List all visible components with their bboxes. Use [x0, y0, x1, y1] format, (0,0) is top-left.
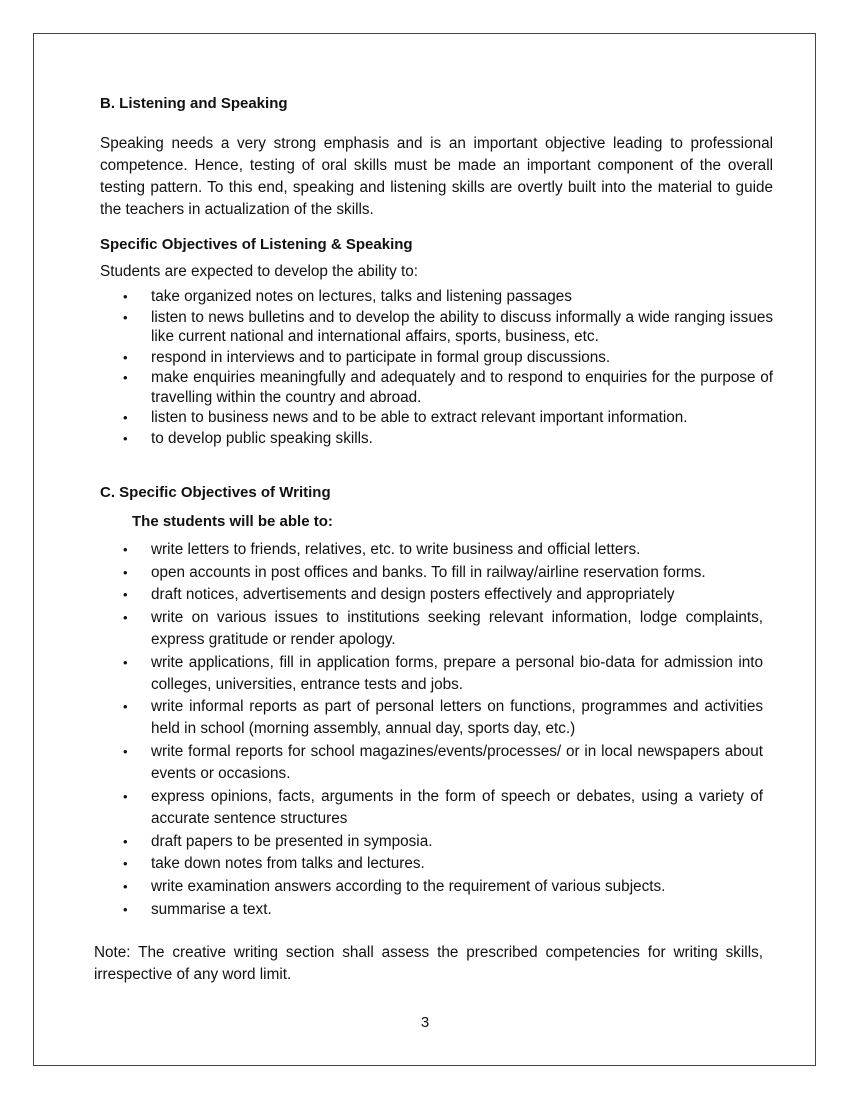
bullet-icon: • — [123, 410, 128, 425]
list-item-text: draft papers to be presented in symposia. — [151, 832, 433, 850]
list-item-text: make enquiries meaningfully and adequately and to respond to enquiries for the purpose of travelling within the country and abroad. — [151, 369, 773, 406]
list-item-text: write formal reports for school magazines/events/processes/ or in local newspapers about events or occasions. — [151, 743, 763, 783]
bullet-icon: • — [123, 587, 128, 603]
list-item — [123, 584, 763, 606]
note-text: Note: The creative writing section shall assess the prescribed competencies for writing skills, irrespective of any word limit. — [94, 944, 763, 983]
listening-speaking-objectives-heading: Specific Objectives of Listening & Speaking — [100, 236, 413, 253]
bullet-icon: • — [123, 788, 128, 804]
list-item — [123, 408, 773, 428]
section-c-heading: C. Specific Objectives of Writing — [100, 484, 331, 501]
bullet-icon: • — [123, 901, 128, 917]
listening-speaking-list — [123, 287, 773, 449]
listening-speaking-intro: Students are expected to develop the ability to: — [100, 263, 419, 280]
bullet-icon: • — [123, 610, 128, 626]
list-item — [123, 348, 773, 368]
bullet-icon: • — [123, 542, 128, 557]
list-item — [123, 429, 773, 449]
list-item-text: write informal reports as part of personal letters on functions, programmes and activities held in school (morning assembly, annual day, sports day, etc.) — [151, 698, 763, 738]
page-number: 3 — [420, 1014, 430, 1031]
bullet-icon: • — [123, 564, 128, 580]
list-item — [123, 696, 763, 740]
section-b-paragraph: Speaking needs a very strong emphasis and is an important objective leading to professional competence. Hence, testing of oral skills must be made an important component of the overall testing pattern. To this end, speaking and listening skills are overtly built into the material to guide the teachers in actualization of the skills. — [100, 135, 773, 218]
bullet-icon: • — [123, 878, 128, 894]
list-item-text: write applications, fill in application forms, prepare a personal bio-data for admission into colleges, universities, entrance tests and jobs. — [151, 653, 763, 693]
list-item — [123, 539, 763, 561]
list-item-text: open accounts in post offices and banks. To fill in railway/airline reservation forms. — [151, 563, 706, 581]
bullet-icon: • — [123, 699, 128, 715]
bullet-icon: • — [123, 833, 128, 849]
list-item-text: summarise a text. — [151, 900, 272, 918]
list-item-text: respond in interviews and to participate in formal group discussions. — [151, 348, 611, 366]
list-item — [123, 741, 763, 785]
list-item-text: listen to business news and to be able to extract relevant important information. — [151, 409, 688, 426]
list-item-text: express opinions, facts, arguments in the form of speech or debates, using a variety of accurate sentence structures — [151, 787, 763, 827]
writing-list — [123, 539, 763, 921]
list-item-text: write examination answers according to the requirement of various subjects. — [151, 877, 666, 895]
list-item — [123, 562, 763, 584]
list-item-text: to develop public speaking skills. — [151, 429, 373, 447]
bullet-icon: • — [123, 289, 128, 304]
list-item — [123, 831, 763, 853]
bullet-icon: • — [123, 309, 128, 325]
list-item — [123, 652, 763, 696]
list-item — [123, 899, 763, 921]
list-item — [123, 607, 763, 651]
list-item-text: draft notices, advertisements and design posters effectively and appropriately — [151, 586, 675, 604]
section-b-heading: B. Listening and Speaking — [100, 95, 288, 112]
bullet-icon: • — [123, 654, 128, 670]
bullet-icon: • — [123, 744, 128, 760]
list-item — [123, 853, 763, 875]
list-item-text: take down notes from talks and lectures. — [151, 855, 425, 873]
list-item — [123, 287, 773, 307]
list-item-text: write on various issues to institutions seeking relevant information, lodge complaints, express gratitude or render apology. — [151, 609, 763, 649]
list-item — [123, 308, 773, 347]
bullet-icon: • — [123, 349, 128, 365]
list-item-text: take organized notes on lectures, talks and listening passages — [151, 288, 572, 305]
list-item-text: write letters to friends, relatives, etc. to write business and official letters. — [151, 541, 641, 558]
list-item — [123, 786, 763, 830]
list-item — [123, 876, 763, 898]
bullet-icon: • — [123, 856, 128, 872]
bullet-icon: • — [123, 370, 128, 385]
list-item — [123, 368, 773, 407]
bullet-icon: • — [123, 430, 128, 446]
list-item-text: listen to news bulletins and to develop the ability to discuss informally a wide ranging issues like current national and international affairs, sports, business, etc. — [151, 308, 773, 345]
writing-intro: The students will be able to: — [132, 513, 333, 530]
